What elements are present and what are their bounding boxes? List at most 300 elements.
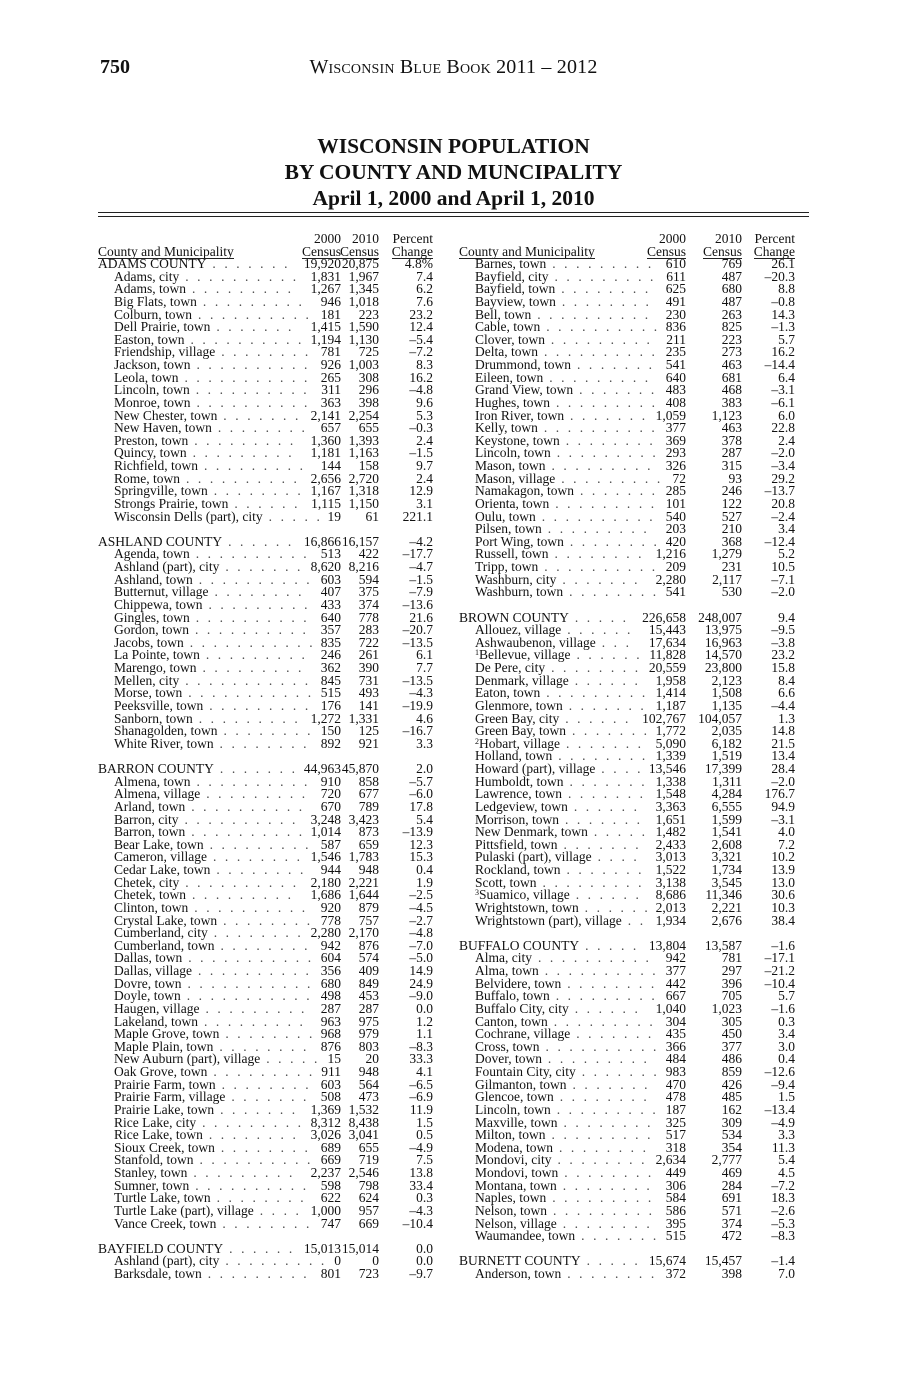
census-2010: 422 (358, 546, 379, 562)
percent-change: –13.6 (402, 596, 433, 612)
percent-change: 11.3 (771, 1139, 795, 1155)
percent-change: 6.0 (778, 407, 795, 423)
census-2000: 449 (665, 1165, 686, 1180)
census-2010: 879 (358, 899, 379, 915)
census-2010: 691 (721, 1190, 742, 1206)
percent-change: –1.5 (409, 571, 433, 587)
leader-dots: . . . . . . . . . (550, 445, 659, 461)
census-2000: 311 (321, 382, 341, 398)
census-2000: 781 (320, 344, 341, 360)
census-2010: 873 (358, 824, 379, 840)
census-2000: 420 (665, 533, 686, 549)
leader-dots: . . . . . . (568, 672, 641, 688)
percent-change: 0.5 (416, 1127, 433, 1143)
percent-change: –16.7 (402, 723, 433, 739)
municipality-name: Marengo, town . . . . . . . . . (114, 660, 305, 675)
census-2000: 942 (320, 937, 341, 953)
percent-change: 6.2 (416, 281, 433, 297)
census-2000: 1,216 (655, 546, 686, 562)
census-2010: 485 (721, 1089, 742, 1105)
census-2000: 1,369 (310, 1101, 341, 1117)
leader-dots: . . . . . . . . . . (189, 1177, 309, 1193)
leader-dots: . . . . . . . . . . (178, 811, 298, 827)
footnote-marker: 2 (475, 736, 479, 746)
census-2000: 407 (320, 584, 341, 600)
census-2010: 23,800 (704, 660, 742, 675)
running-head: Wisconsin Blue Book 2011 – 2012 (309, 56, 598, 78)
leader-dots: . . . . . . . . (548, 546, 645, 562)
leader-dots: . . . . . . . . (558, 1165, 654, 1180)
table-row (459, 586, 808, 599)
municipality-name: Bear Lake, town . . . . . . . . . (114, 836, 312, 852)
census-2000: 926 (320, 357, 341, 372)
census-2010: 14,570 (704, 647, 742, 663)
leader-dots: . . . . . . . . . (202, 596, 311, 612)
municipality-name: Friendship, village . . . . . . . . (114, 344, 311, 360)
census-2010: 534 (721, 1127, 742, 1143)
percent-change: 2.4 (778, 432, 795, 448)
municipality-name: Chetek, town . . . . . . . . . (114, 887, 294, 903)
census-2010: 3,545 (711, 874, 742, 890)
leader-dots: . . . . . . . . (219, 1026, 315, 1042)
percent-change: 38.4 (771, 912, 795, 928)
census-2010: 1,532 (348, 1101, 379, 1117)
percent-change: 11.9 (409, 1101, 433, 1117)
census-2010: 1,163 (348, 445, 379, 461)
percent-change: –3.1 (771, 382, 795, 398)
percent-change: –4.4 (771, 697, 795, 713)
percent-change: –2.0 (771, 584, 795, 600)
census-2000: 640 (665, 369, 686, 385)
census-2000: 19,920 (303, 256, 341, 271)
municipality-name: Springville, town . . . . . . . . (114, 483, 304, 499)
percent-change: –13.5 (402, 634, 433, 650)
leader-dots: . . . . . . . . . . (539, 1038, 660, 1054)
census-2010: 778 (358, 609, 379, 625)
census-2010: 231 (721, 559, 742, 574)
leader-dots: . . . . . . . . . . (189, 546, 310, 562)
leader-dots: . . . . . . . . . (196, 293, 305, 309)
municipality-name: Mason, town . . . . . . . . . (475, 458, 654, 473)
municipality-name: Gingles, town . . . . . . . . . . (114, 609, 310, 625)
leader-dots: . . . . . . . . (216, 1215, 312, 1231)
census-2010: 284 (721, 1177, 742, 1193)
leader-dots: . . . . . . (559, 710, 631, 726)
municipality-name: Mondovi, city . . . . . . . . (475, 1152, 648, 1168)
census-2000: 484 (665, 1051, 686, 1067)
census-2000: 11,828 (649, 647, 686, 663)
municipality-name: Keystone, town . . . . . . . . (475, 432, 656, 448)
leader-dots: . . . . . . . . . (207, 1064, 315, 1079)
census-2000: 836 (665, 319, 686, 335)
census-2000: 598 (320, 1177, 341, 1193)
top-rule (98, 212, 809, 213)
percent-change: 9.4 (778, 609, 795, 625)
census-2000: 640 (320, 609, 341, 625)
leader-dots: . . . . . . . . . . (180, 470, 300, 486)
percent-change: 20.8 (771, 495, 795, 511)
municipality-name: Clinton, town . . . . . . . . . . (114, 899, 308, 915)
census-2010: 1,311 (712, 773, 742, 789)
census-2010: 383 (721, 394, 742, 410)
census-2000: 963 (320, 1013, 341, 1029)
census-2000: 16,866 (303, 533, 341, 549)
leader-dots: . . . . . . . . . . (192, 306, 312, 322)
percent-change: 5.2 (778, 546, 795, 562)
census-2000: 946 (320, 293, 341, 309)
leader-dots: . . . . . . . . . (192, 710, 301, 726)
census-2000: 657 (320, 420, 341, 436)
leader-dots: . . . . . . . . . . (189, 609, 310, 625)
leader-dots: . . . . . . . . (210, 862, 306, 877)
census-2000: 366 (665, 1038, 686, 1054)
leader-dots: . . . . . . . . (556, 1215, 653, 1231)
leader-dots: . . . . . . . . . . (190, 773, 310, 789)
census-2000: 2,656 (310, 470, 341, 486)
municipality-name: Drummond, town . . . . . . . (475, 357, 655, 372)
municipality-name: Jacobs, town . . . . . . . . . . . (114, 634, 316, 650)
municipality-name: Wrightstown (part), village . . (475, 912, 646, 928)
municipality-name: Morse, town . . . . . . . . . . . (114, 685, 314, 701)
percent-change: 4.0 (778, 824, 795, 840)
census-2000: 1,194 (310, 331, 341, 347)
census-2000: 1,686 (310, 887, 341, 903)
municipality-name: Chippewa, town . . . . . . . . . (114, 596, 311, 612)
municipality-name: Dallas, town . . . . . . . . . . . (114, 950, 314, 966)
census-2000: 586 (665, 1202, 686, 1218)
census-2010: 2,546 (348, 1165, 379, 1180)
leader-dots: . . . . . . . . . (549, 988, 658, 1004)
table-row (98, 508, 438, 524)
percent-change: –1.3 (771, 319, 795, 335)
census-2000: 1,115 (311, 495, 341, 511)
leader-dots: . . . . . . . . . (547, 1202, 655, 1218)
census-2000: 3,248 (310, 811, 341, 827)
percent-change: 21.6 (409, 609, 433, 625)
percent-change: 15.8 (771, 660, 795, 675)
census-2000: 508 (320, 1089, 341, 1105)
municipality-name: Stanley, town . . . . . . . . . (114, 1165, 295, 1180)
census-2000: 230 (665, 306, 686, 322)
percent-change: 33.4 (409, 1177, 433, 1193)
table-row (459, 1268, 808, 1281)
census-2010: 409 (358, 963, 379, 978)
municipality-name: Tripp, town . . . . . . . . . . (475, 559, 658, 574)
census-2010: 781 (721, 950, 742, 966)
census-2000: 20,559 (648, 660, 686, 675)
census-2010: 469 (721, 1165, 742, 1180)
census-2000: 395 (665, 1215, 686, 1231)
municipality-name: Green Bay, town . . . . . . . (475, 723, 650, 739)
municipality-name: Almena, village . . . . . . . . . (114, 786, 308, 802)
municipality-name: Lakeland, town . . . . . . . . . (114, 1013, 306, 1029)
municipality-name: Rice Lake, town . . . . . . . . (114, 1127, 299, 1143)
leader-dots: . . . . . (260, 1051, 320, 1067)
percent-change: –6.1 (771, 394, 795, 410)
top-rule-2 (98, 216, 809, 217)
census-2000: 2,634 (655, 1152, 686, 1168)
census-2000: 306 (665, 1177, 686, 1193)
leader-dots: . . . . . . . . . . (531, 306, 651, 322)
leader-dots: . . . . . . . . (553, 1089, 650, 1105)
census-2000: 293 (665, 445, 686, 461)
percent-change: –20.3 (764, 268, 795, 284)
percent-change: 12.4 (409, 319, 433, 335)
leader-dots: . . . . . . . . (202, 1127, 299, 1143)
census-2000: 15,443 (648, 622, 686, 638)
census-2000: 287 (320, 1000, 341, 1016)
percent-change: 5.4 (416, 811, 433, 827)
census-2010: 297 (721, 963, 742, 978)
census-2010: 390 (358, 660, 379, 675)
census-2000: 211 (666, 331, 686, 347)
census-2010: 125 (358, 723, 379, 739)
percent-change: –1.6 (771, 1000, 795, 1016)
municipality-name: Eileen, town . . . . . . . . . (475, 369, 651, 385)
percent-change: –4.3 (409, 1202, 433, 1218)
census-2010: 13,587 (704, 937, 742, 953)
percent-change: –5.7 (409, 773, 433, 789)
census-2010: 1,130 (348, 331, 379, 347)
title-line-3: April 1, 2000 and April 1, 2010 (312, 186, 595, 210)
census-2000: 372 (665, 1266, 686, 1281)
leader-dots: . . . . . . . . . (199, 1000, 308, 1016)
percent-change: –13.4 (764, 1101, 795, 1117)
census-2000: 669 (320, 1152, 341, 1168)
municipality-name: Alma, town . . . . . . . . . . (475, 963, 659, 978)
leader-dots: . . . . . . . (564, 407, 648, 423)
percent-change: 5.7 (778, 331, 795, 347)
leader-dots: . . . . . . . . (217, 912, 313, 928)
percent-change: 0.4 (416, 862, 433, 877)
municipality-name: New Denmark, town . . . . . (475, 824, 648, 840)
municipality-name: Allouez, village . . . . . . (475, 622, 633, 638)
census-2010: 1,003 (348, 357, 379, 372)
census-2000: 540 (665, 508, 686, 524)
municipality-name: Easton, town . . . . . . . . . . (114, 331, 304, 347)
footnote-marker: 1 (475, 648, 479, 658)
percent-change: –5.3 (771, 1215, 795, 1231)
census-2010: 20 (365, 1051, 379, 1067)
percent-change: –4.9 (771, 1114, 795, 1130)
census-2010: 571 (721, 1202, 742, 1218)
census-2010: 263 (721, 306, 742, 322)
census-2000: 515 (665, 1228, 686, 1244)
census-2010: 4,284 (711, 786, 742, 802)
municipality-name: Kelly, town . . . . . . . . . . (475, 420, 658, 436)
census-2000: 3,363 (655, 798, 686, 814)
leader-dots: . . . . . . . . . (196, 660, 305, 675)
census-2000: 226,658 (642, 609, 686, 625)
percent-change: 7.6 (416, 293, 433, 309)
census-2010: 246 (721, 483, 742, 499)
census-2010: 20,875 (341, 256, 379, 271)
municipality-name: $^2$Hobart, village . . . . . . . (475, 735, 644, 751)
census-2010: 769 (721, 256, 742, 271)
municipality-name: Big Flats, town . . . . . . . . . (114, 293, 305, 309)
municipality-name: Mellen, city . . . . . . . . . . . (114, 672, 311, 688)
census-2010: 141 (358, 697, 379, 713)
leader-dots: . . . . . . . . . (188, 432, 296, 448)
percent-change: 17.8 (409, 798, 433, 814)
census-2010: 1,508 (711, 685, 742, 701)
census-2000: 1,167 (310, 483, 341, 499)
municipality-name: Iron River, town . . . . . . . (475, 407, 648, 423)
percent-change: 5.7 (778, 988, 795, 1004)
page-number: 750 (100, 56, 130, 78)
percent-change: 4.8% (404, 256, 433, 271)
census-2000: 541 (665, 584, 686, 600)
leader-dots: . . . . . . . . (559, 432, 656, 448)
leader-dots: . . . . . . . . . (549, 495, 657, 511)
municipality-name: Butternut, village . . . . . . . . (114, 584, 305, 600)
percent-change: 1.1 (416, 1026, 433, 1042)
leader-dots: . . . . . . . (561, 786, 646, 802)
percent-change: 14.8 (771, 723, 795, 739)
percent-change: 30.6 (771, 887, 795, 903)
municipality-name: Denmark, village . . . . . . (475, 672, 641, 688)
census-2010: 61 (365, 508, 379, 524)
percent-change: –1.5 (409, 445, 433, 461)
census-2000: 377 (665, 420, 686, 436)
census-2000: 13,804 (648, 937, 686, 953)
percent-change: 7.0 (778, 1266, 795, 1281)
percent-change: –0.3 (409, 420, 433, 436)
municipality-name: Barksdale, town . . . . . . . . . (114, 1266, 310, 1281)
percent-change: –6.5 (409, 1076, 433, 1092)
percent-change: 8.4 (778, 672, 795, 688)
municipality-name: Barnes, town . . . . . . . . . (475, 256, 654, 271)
leader-dots: . . . . . . . . . . (532, 950, 652, 966)
municipality-name: Oak Grove, town . . . . . . . . . (114, 1064, 315, 1079)
census-2000: 19 (327, 508, 341, 524)
percent-change: 8.3 (416, 357, 433, 372)
municipality-name: Sioux Creek, town . . . . . . . . (114, 1139, 311, 1155)
municipality-name: Lincoln, town . . . . . . . . . (475, 445, 659, 461)
percent-change: 0.0 (416, 1000, 433, 1016)
percent-change: 4.6 (416, 710, 433, 726)
leader-dots: . . . . . . . . . . (192, 571, 313, 587)
census-2010: 368 (721, 533, 742, 549)
municipality-name: Orienta, town . . . . . . . . . (475, 495, 657, 511)
census-2000: 235 (665, 344, 686, 360)
percent-change: 0.4 (778, 1051, 795, 1067)
municipality-name: Rome, town . . . . . . . . . . (114, 470, 300, 486)
municipality-name: Buffalo, town . . . . . . . . . (475, 988, 658, 1004)
census-2000: 747 (320, 1215, 341, 1231)
percent-change: 176.7 (764, 786, 795, 802)
leader-dots: . . . . . . . . . (550, 1101, 659, 1117)
municipality-name: BAYFIELD COUNTY . . . . . . (98, 1240, 295, 1256)
leader-dots: . . . . . . . (206, 256, 291, 271)
census-2000: 1,339 (655, 748, 686, 764)
municipality-name: Rice Lake, city . . . . . . . . . (114, 1114, 304, 1130)
municipality-name: $^3$Suamico, village . . . . . . (475, 887, 642, 903)
leader-dots: . . . . . . (567, 798, 640, 814)
municipality-name: Almena, town . . . . . . . . . . (114, 773, 310, 789)
census-2000: 3,026 (310, 1127, 341, 1143)
leader-dots: . . . . . . . . . (197, 1013, 306, 1029)
leader-dots: . . . . (253, 1202, 302, 1218)
percent-change: 7.2 (778, 836, 795, 852)
municipality-name: Sumner, town . . . . . . . . . . (114, 1177, 309, 1193)
leader-dots: . . . . . . . . . (547, 1013, 656, 1029)
leader-dots: . . . . . . . . . . (185, 824, 305, 840)
percent-change: 7.7 (416, 660, 433, 675)
municipality-name: ASHLAND COUNTY . . . . . . (98, 533, 294, 549)
municipality-name: Pulaski (part), village . . . . (475, 849, 640, 865)
percent-change: 13.4 (771, 748, 795, 764)
municipality-name: Anderson, town . . . . . . . . (475, 1266, 657, 1281)
census-2010: 624 (358, 1190, 379, 1206)
percent-change: –4.8 (409, 382, 433, 398)
municipality-name: Belvidere, town . . . . . . . . (475, 975, 657, 991)
census-2010: 859 (721, 1064, 742, 1079)
leader-dots: . . . . . . . . . (548, 268, 657, 284)
percent-change: 1.9 (416, 874, 433, 890)
census-2000: 1,338 (655, 773, 686, 789)
census-2000: 176 (320, 697, 341, 713)
percent-change: –12.4 (764, 533, 795, 549)
percent-change: 28.4 (771, 761, 795, 776)
percent-change: 1.5 (778, 1089, 795, 1105)
census-2000: 611 (666, 268, 686, 284)
percent-change: –3.1 (771, 811, 795, 827)
census-2010: 719 (358, 1152, 379, 1168)
census-2000: 483 (665, 382, 686, 398)
census-2010: 15,014 (341, 1240, 379, 1256)
census-2010: 858 (358, 773, 379, 789)
percent-change: 33.3 (409, 1051, 433, 1067)
leader-dots: . . . . . . . . (555, 281, 651, 297)
leader-dots: . . . . . . . (559, 735, 644, 751)
percent-change: 9.6 (416, 394, 433, 410)
census-2000: 5,090 (655, 735, 686, 751)
leader-dots: . . . . . . . . . (546, 256, 654, 271)
municipality-name: Stanfold, town . . . . . . . . . . (114, 1152, 313, 1168)
municipality-name: Colburn, town . . . . . . . . . . (114, 306, 312, 322)
census-2010: 463 (721, 420, 742, 436)
census-2010: 3,423 (348, 811, 379, 827)
census-2000: 983 (665, 1064, 686, 1079)
census-2010: 594 (358, 571, 379, 587)
percent-change: –0.8 (771, 293, 795, 309)
municipality-name: Haugen, village . . . . . . . . . (114, 1000, 308, 1016)
municipality-name: Ashwaubenon, village . . . (475, 634, 632, 650)
leader-dots: . . . . . . . (575, 1064, 660, 1079)
municipality-name: Ashland (part), city . . . . . . . (114, 559, 303, 574)
municipality-name: Washburn, town . . . . . . . . (475, 584, 659, 600)
census-2010: 1,123 (711, 407, 742, 423)
leader-dots: . . . . . . . . . . (191, 963, 312, 978)
municipality-name: Holland, town . . . . . . . . (475, 748, 648, 764)
municipality-name: Ashland, town . . . . . . . . . . (114, 571, 313, 587)
percent-change: 0.0 (416, 1253, 433, 1269)
census-2000: 1,772 (655, 723, 686, 739)
municipality-name: Green Bay, city . . . . . . (475, 710, 631, 726)
percent-change: 15.3 (409, 849, 433, 865)
census-2010: 308 (358, 369, 379, 385)
leader-dots: . . . . . . . (557, 836, 642, 852)
percent-change: 16.2 (771, 344, 795, 360)
census-2000: 209 (665, 559, 686, 574)
municipality-name: Oulu, town . . . . . . . . . . (475, 508, 656, 524)
municipality-name: Sanborn, town . . . . . . . . . (114, 710, 301, 726)
percent-change: –7.0 (409, 937, 433, 953)
municipality-name: Turtle Lake, town . . . . . . . . (114, 1190, 307, 1206)
census-2010: 1,318 (348, 483, 379, 499)
percent-change: –3.8 (771, 634, 795, 650)
